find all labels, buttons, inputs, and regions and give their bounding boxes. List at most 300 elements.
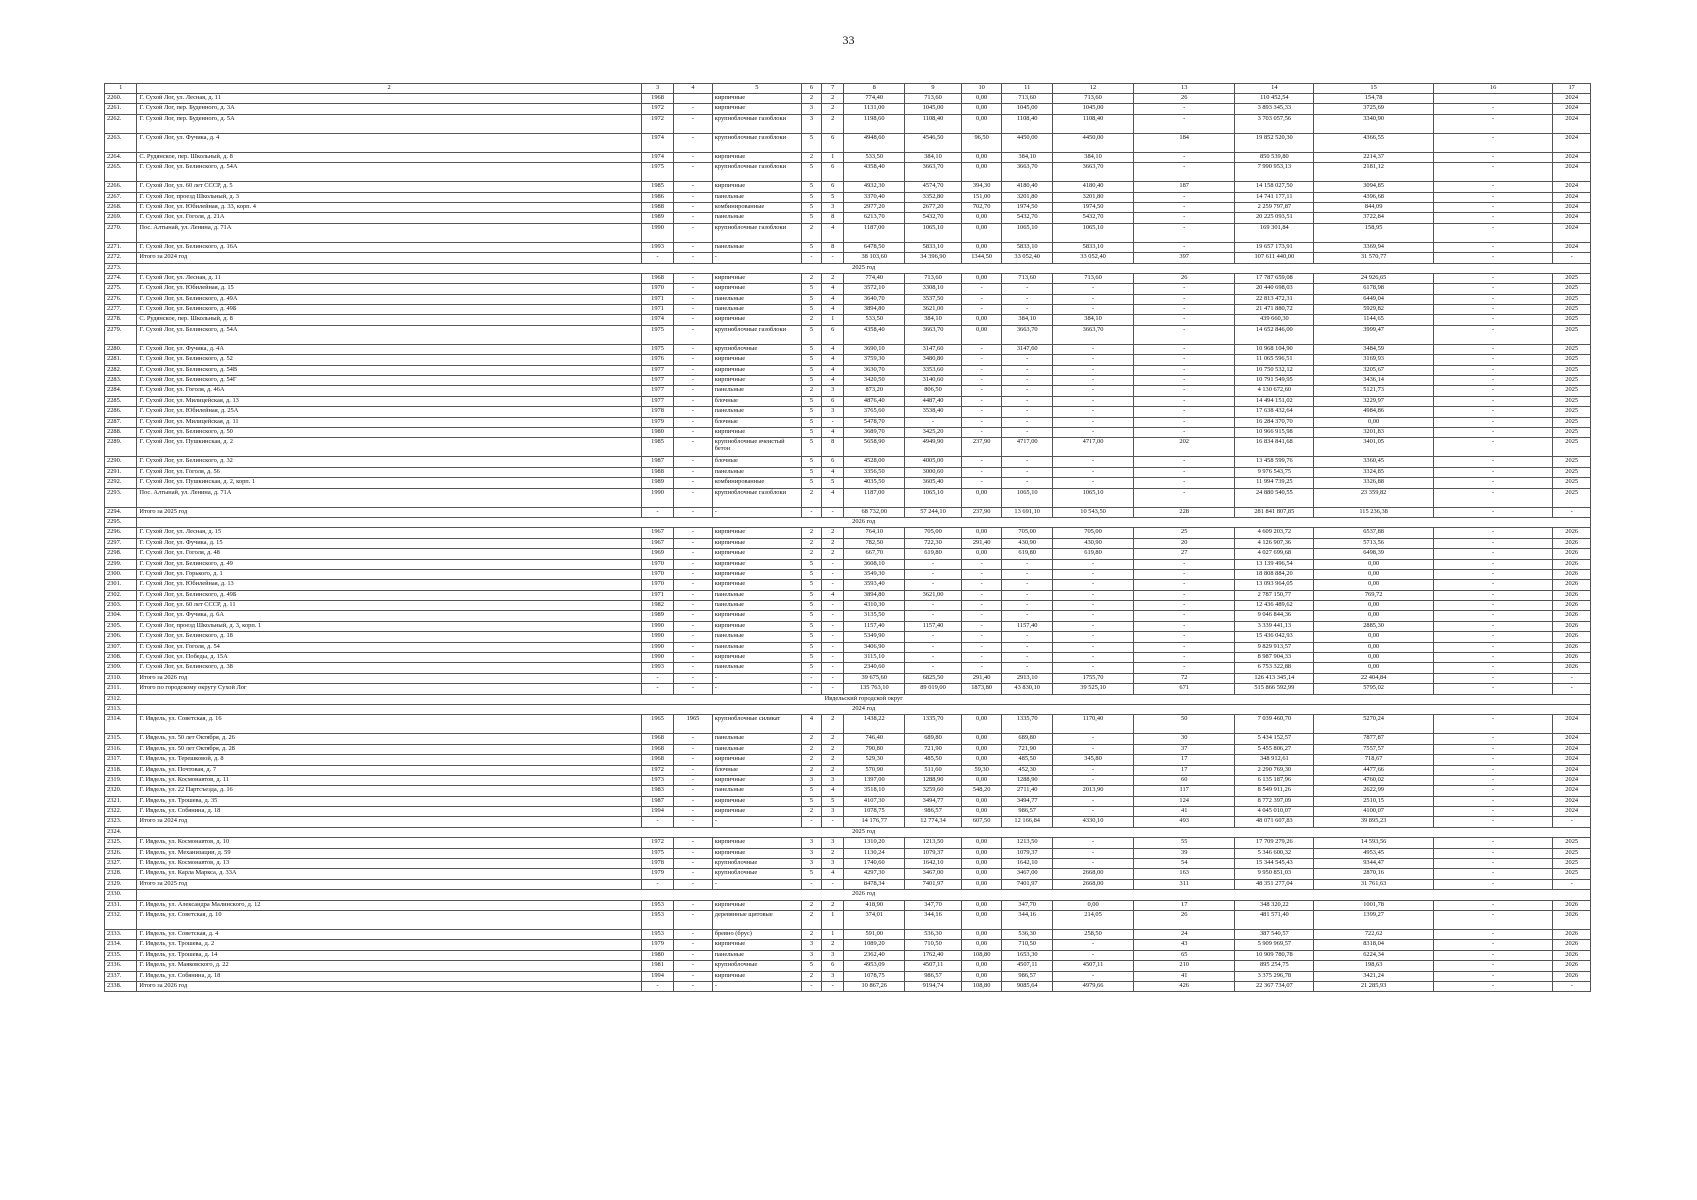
table-cell: 2025 — [1553, 869, 1591, 879]
table-cell: - — [1002, 407, 1053, 417]
table-cell: 5478,70 — [844, 417, 905, 427]
table-cell: - — [674, 386, 712, 396]
table-cell: 27 — [1134, 549, 1235, 559]
table-cell: 2 — [801, 971, 821, 981]
table-cell: 2025 — [1553, 315, 1591, 325]
table-cell: 2711,40 — [1002, 786, 1053, 796]
table-row — [105, 325, 1591, 344]
table-cell: 117 — [1134, 786, 1235, 796]
table-cell: 3401,05 — [1314, 438, 1434, 457]
table-cell: - — [1134, 653, 1235, 663]
address-cell: Г. Сухой Лог, ул. Белинского, д. 54Г — [137, 376, 641, 386]
table-cell: 20 225 093,51 — [1235, 213, 1314, 223]
table-cell: 713,60 — [1002, 273, 1053, 283]
address-cell: Г. Ивдель, ул. Советская, д. 10 — [137, 911, 641, 930]
table-cell: 5 — [801, 344, 821, 354]
address-cell: Г. Сухой Лог, ул. Белинского, д. 50 — [137, 427, 641, 437]
table-cell: 1974 — [641, 315, 673, 325]
table-cell: 0,00 — [961, 755, 1002, 765]
table-cell: - — [905, 663, 962, 673]
address-cell: Г. Сухой Лог, ул. Белинского, д. 54В — [137, 365, 641, 375]
table-cell: 570,90 — [844, 765, 905, 775]
table-cell: - — [1002, 294, 1053, 304]
address-cell: Пос. Алтынай, ул. Ленина, д. 71А — [137, 223, 641, 242]
table-cell: 1994 — [641, 971, 673, 981]
table-cell: - — [712, 981, 801, 991]
table-cell: 3 — [822, 386, 844, 396]
table-cell: - — [822, 632, 844, 642]
table-cell: 25 — [1134, 528, 1235, 538]
table-cell: - — [674, 950, 712, 960]
table-cell: 5270,24 — [1314, 715, 1434, 734]
table-cell: - — [1134, 242, 1235, 252]
table-cell: 237,90 — [961, 438, 1002, 457]
table-cell: 3722,84 — [1314, 213, 1434, 223]
address-cell: Итого за 2026 год — [137, 673, 641, 683]
address-cell: Г. Сухой Лог, ул. Белинского, д. 38 — [137, 663, 641, 673]
table-row — [105, 755, 1591, 765]
table-cell: 0,00 — [961, 940, 1002, 950]
table-cell: 1642,10 — [905, 859, 962, 869]
table-cell: 3 — [822, 407, 844, 417]
address-cell: Г. Ивдель, ул. Космонавтов, д. 10 — [137, 838, 641, 848]
table-cell: - — [1433, 775, 1553, 785]
table-cell: 3 — [801, 104, 821, 114]
table-cell: 14 176,77 — [844, 817, 905, 827]
table-cell: 4180,40 — [1002, 182, 1053, 192]
table-cell: 3663,70 — [905, 325, 962, 344]
table-cell: 548,20 — [961, 786, 1002, 796]
table-cell: - — [1053, 859, 1134, 869]
table-cell: панельные — [712, 192, 801, 202]
table-cell: 291,40 — [961, 538, 1002, 548]
table-row — [105, 765, 1591, 775]
table-cell: 14 158 027,50 — [1235, 182, 1314, 192]
table-cell: 5 — [801, 355, 821, 365]
table-cell: 3480,80 — [905, 355, 962, 365]
table-cell: 689,80 — [905, 734, 962, 744]
header-cell: 3 — [641, 84, 673, 94]
table-cell: - — [1134, 344, 1235, 354]
table-cell: 3259,60 — [905, 786, 962, 796]
table-cell: 2 — [822, 273, 844, 283]
table-cell: - — [1433, 621, 1553, 631]
table-cell: 7877,87 — [1314, 734, 1434, 744]
address-cell: Г. Ивдель, ул. Маяковского, д. 22 — [137, 961, 641, 971]
row-number: 2303. — [105, 601, 137, 611]
table-cell: 1642,10 — [1002, 859, 1053, 869]
table-row — [105, 213, 1591, 223]
table-cell: - — [961, 386, 1002, 396]
table-cell: - — [1053, 376, 1134, 386]
table-cell: 2025 — [1553, 376, 1591, 386]
table-cell: - — [674, 202, 712, 212]
table-cell: 6 753 322,88 — [1235, 663, 1314, 673]
table-cell: - — [1433, 755, 1553, 765]
table-cell: - — [1002, 467, 1053, 477]
table-row — [105, 305, 1591, 315]
table-cell: крупноблочные силикат — [712, 715, 801, 734]
table-cell: - — [1053, 417, 1134, 427]
table-cell: 2024 — [1553, 104, 1591, 114]
table-cell: 5 — [801, 305, 821, 315]
table-cell: 72 — [1134, 673, 1235, 683]
address-cell: Г. Ивдель, ул. 50 лет Октября, д. 26 — [137, 734, 641, 744]
table-cell: 1953 — [641, 900, 673, 910]
table-cell: панельные — [712, 386, 801, 396]
table-cell: 5 — [801, 133, 821, 152]
table-cell: 3340,90 — [1314, 114, 1434, 133]
address-cell: Г. Сухой Лог, ул. Фучика, д. 4А — [137, 344, 641, 354]
section-row — [105, 704, 1591, 714]
address-cell: Г. Сухой Лог, ул. Гоголя, д. 54 — [137, 642, 641, 652]
table-row — [105, 457, 1591, 467]
table-cell: 1079,37 — [1002, 848, 1053, 858]
table-cell: 1288,90 — [905, 775, 962, 785]
table-cell: - — [905, 653, 962, 663]
table-cell: 5 — [801, 163, 821, 182]
table-cell: - — [822, 684, 844, 694]
table-cell: 348 320,22 — [1235, 900, 1314, 910]
table-cell: кирпичные — [712, 152, 801, 162]
table-cell: 3549,30 — [844, 569, 905, 579]
table-cell: 4 — [822, 344, 844, 354]
table-cell: 158,95 — [1314, 223, 1434, 242]
table-row — [105, 365, 1591, 375]
table-cell: крупноблочные ячеистый бетон — [712, 438, 801, 457]
table-cell: 1975 — [641, 344, 673, 354]
address-cell: Итого за 2026 год — [137, 981, 641, 991]
table-cell: 4876,40 — [844, 396, 905, 406]
table-cell: 3518,10 — [844, 786, 905, 796]
table-cell: панельные — [712, 590, 801, 600]
table-cell: - — [905, 559, 962, 569]
table-cell: 5 — [801, 365, 821, 375]
table-cell: 2 — [801, 152, 821, 162]
row-number: 2290. — [105, 457, 137, 467]
table-cell: 0,00 — [1314, 642, 1434, 652]
row-number: 2316. — [105, 744, 137, 754]
table-cell: 2026 — [1553, 930, 1591, 940]
table-cell: 15 436 042,93 — [1235, 632, 1314, 642]
table-cell: 6 — [822, 133, 844, 152]
table-cell: 4 — [801, 715, 821, 734]
table-cell: - — [674, 528, 712, 538]
table-cell: 3326,88 — [1314, 478, 1434, 488]
table-cell: 710,50 — [905, 940, 962, 950]
table-cell: 6178,98 — [1314, 284, 1434, 294]
table-cell: - — [1433, 590, 1553, 600]
table-cell: - — [674, 376, 712, 386]
table-cell: 2025 — [1553, 344, 1591, 354]
table-cell: 2 290 769,30 — [1235, 765, 1314, 775]
table-cell: 0,00 — [961, 528, 1002, 538]
table-cell: кирпичные — [712, 559, 801, 569]
table-cell: - — [1433, 786, 1553, 796]
table-cell: 4760,02 — [1314, 775, 1434, 785]
table-cell: - — [801, 817, 821, 827]
table-cell: 2913,10 — [1002, 673, 1053, 683]
table-cell: - — [961, 457, 1002, 467]
row-number: 2291. — [105, 467, 137, 477]
table-cell: 536,30 — [905, 930, 962, 940]
table-cell: - — [1053, 971, 1134, 981]
table-cell: 214,05 — [1053, 911, 1134, 930]
address-cell: Г. Сухой Лог, ул. Фучика, д. 4 — [137, 133, 641, 152]
table-cell: - — [822, 417, 844, 427]
address-cell: Г. Ивдель, ул. 22 Партсъезда, д. 16 — [137, 786, 641, 796]
table-cell: 3205,67 — [1314, 365, 1434, 375]
table-cell: 2025 — [1553, 838, 1591, 848]
table-cell: 8478,34 — [844, 879, 905, 889]
table-cell: 17 — [1134, 755, 1235, 765]
table-cell: кирпичные — [712, 549, 801, 559]
table-row — [105, 632, 1591, 642]
table-cell: 3663,70 — [1053, 163, 1134, 182]
table-cell: 387 540,57 — [1235, 930, 1314, 940]
table-cell: 14 593,56 — [1314, 838, 1434, 848]
table-cell: 3663,70 — [1053, 325, 1134, 344]
table-cell: блочные — [712, 417, 801, 427]
table-cell: 3593,40 — [844, 580, 905, 590]
table-cell: панельные — [712, 642, 801, 652]
table-row — [105, 621, 1591, 631]
table-cell: 5 — [801, 621, 821, 631]
table-cell: - — [1053, 386, 1134, 396]
table-cell: 5 — [801, 376, 821, 386]
address-cell: Г. Сухой Лог, ул. Победы, д. 15А — [137, 653, 641, 663]
table-cell: 8 549 911,26 — [1235, 786, 1314, 796]
table-cell: 7 039 460,70 — [1235, 715, 1314, 734]
table-cell: 1108,40 — [1002, 114, 1053, 133]
address-cell: Г. Ивдель, ул. Терешковой, д. 8 — [137, 755, 641, 765]
table-cell: панельные — [712, 294, 801, 304]
table-cell: - — [641, 253, 673, 263]
table-cell: 5713,56 — [1314, 538, 1434, 548]
row-number: 2260. — [105, 94, 137, 104]
table-cell: 746,40 — [844, 734, 905, 744]
table-cell: кирпичные — [712, 94, 801, 104]
table-cell: 1972 — [641, 765, 673, 775]
table-row — [105, 467, 1591, 477]
table-cell: 5833,10 — [1002, 242, 1053, 252]
table-cell: 2026 — [1553, 911, 1591, 930]
table-cell: 4450,00 — [1053, 133, 1134, 152]
table-cell: - — [674, 580, 712, 590]
table-cell: кирпичные — [712, 796, 801, 806]
table-cell: панельные — [712, 601, 801, 611]
table-cell: крупноблочные — [712, 869, 801, 879]
table-cell: 1979 — [641, 417, 673, 427]
table-cell: - — [1433, 538, 1553, 548]
table-row — [105, 911, 1591, 930]
table-cell: 0,00 — [961, 488, 1002, 507]
table-cell: - — [1002, 663, 1053, 673]
table-cell: 1977 — [641, 376, 673, 386]
table-cell: 3229,97 — [1314, 396, 1434, 406]
table-cell: 2 — [801, 94, 821, 104]
table-cell: 2025 — [1553, 457, 1591, 467]
table-cell: 12 166,84 — [1002, 817, 1053, 827]
section-row — [105, 263, 1591, 273]
table-cell: 5929,82 — [1314, 305, 1434, 315]
table-cell: 4035,50 — [844, 478, 905, 488]
table-cell: - — [1553, 673, 1591, 683]
table-cell: - — [1433, 192, 1553, 202]
table-cell: - — [674, 663, 712, 673]
table-cell: 41 — [1134, 807, 1235, 817]
table-cell: - — [1053, 611, 1134, 621]
table-cell: 1994 — [641, 807, 673, 817]
table-cell: 1065,10 — [1053, 223, 1134, 242]
table-cell: 3353,60 — [905, 365, 962, 375]
table-cell: 3467,00 — [1002, 869, 1053, 879]
table-cell: 3 — [801, 940, 821, 950]
table-cell: - — [674, 838, 712, 848]
table-cell: - — [1433, 744, 1553, 754]
table-cell: - — [674, 133, 712, 152]
table-row — [105, 488, 1591, 507]
table-cell: кирпичные — [712, 569, 801, 579]
table-cell: - — [1134, 104, 1235, 114]
address-cell: Г. Сухой Лог, пер. Буденного, д. 3А — [137, 104, 641, 114]
table-cell: 2024 — [1553, 755, 1591, 765]
table-cell: 5 — [801, 663, 821, 673]
table-cell: - — [1433, 653, 1553, 663]
table-cell: - — [1433, 569, 1553, 579]
row-number: 2295. — [105, 517, 137, 527]
table-cell: - — [674, 192, 712, 202]
table-cell: 4450,00 — [1002, 133, 1053, 152]
table-cell: 9 950 851,03 — [1235, 869, 1314, 879]
table-cell: - — [1134, 386, 1235, 396]
table-cell: 22 367 734,07 — [1235, 981, 1314, 991]
table-cell: 5 — [801, 478, 821, 488]
table-cell: 1967 — [641, 528, 673, 538]
address-cell: Г. Ивдель, ул. Космонавтов, д. 11 — [137, 775, 641, 785]
row-number: 2330. — [105, 890, 137, 900]
table-cell: - — [1433, 163, 1553, 182]
table-cell: 3484,59 — [1314, 344, 1434, 354]
table-cell: 0,00 — [961, 213, 1002, 223]
table-cell: - — [674, 396, 712, 406]
table-row — [105, 242, 1591, 252]
header-cell: 17 — [1553, 84, 1591, 94]
table-cell: 163 — [1134, 869, 1235, 879]
table-cell: 2024 — [1553, 223, 1591, 242]
table-cell: 344,16 — [905, 911, 962, 930]
table-row — [105, 775, 1591, 785]
table-cell: - — [1433, 152, 1553, 162]
table-cell: - — [961, 344, 1002, 354]
table-cell: 4507,11 — [1002, 961, 1053, 971]
table-cell: 481 571,40 — [1235, 911, 1314, 930]
table-cell: бревно (брус) — [712, 930, 801, 940]
table-cell: 3 — [822, 807, 844, 817]
table-cell: 4 — [822, 294, 844, 304]
section-title: 2025 год — [137, 263, 1591, 273]
table-cell: - — [674, 417, 712, 427]
table-cell: 4107,30 — [844, 796, 905, 806]
table-cell: 3324,85 — [1314, 467, 1434, 477]
table-cell: 6498,39 — [1314, 549, 1434, 559]
row-number: 2279. — [105, 325, 137, 344]
table-cell: - — [1433, 663, 1553, 673]
table-cell: 2025 — [1553, 407, 1591, 417]
table-cell: 2510,15 — [1314, 796, 1434, 806]
table-cell: 2026 — [1553, 538, 1591, 548]
table-cell: 1065,10 — [1002, 488, 1053, 507]
table-cell: 1972 — [641, 104, 673, 114]
table-cell: - — [674, 182, 712, 192]
table-cell: 9 976 543,75 — [1235, 467, 1314, 477]
table-cell: - — [712, 879, 801, 889]
table-cell: 1045,00 — [1002, 104, 1053, 114]
table-cell: 0,00 — [961, 796, 1002, 806]
table-cell: - — [674, 817, 712, 827]
table-cell: - — [961, 653, 1002, 663]
table-cell: деревянные щитовые — [712, 911, 801, 930]
table-row — [105, 294, 1591, 304]
table-cell: крупноблочные — [712, 344, 801, 354]
table-cell: 4 — [822, 786, 844, 796]
table-cell: 1979 — [641, 869, 673, 879]
section-row — [105, 694, 1591, 704]
table-cell: - — [674, 621, 712, 631]
table-cell: 1755,70 — [1053, 673, 1134, 683]
table-cell: 1983 — [641, 786, 673, 796]
table-cell: 202 — [1134, 438, 1235, 457]
table-cell: 1977 — [641, 396, 673, 406]
row-number: 2327. — [105, 859, 137, 869]
table-cell: 2 — [822, 765, 844, 775]
table-cell: 2 — [801, 755, 821, 765]
table-cell: 7401,97 — [905, 879, 962, 889]
table-cell: - — [1053, 848, 1134, 858]
table-cell: 1970 — [641, 559, 673, 569]
table-cell: 13 458 599,76 — [1235, 457, 1314, 467]
row-number: 2269. — [105, 213, 137, 223]
table-cell: 710,50 — [1002, 940, 1053, 950]
table-cell: 8 — [822, 438, 844, 457]
table-cell: 3147,60 — [1002, 344, 1053, 354]
row-number: 2332. — [105, 911, 137, 930]
row-number: 2276. — [105, 294, 137, 304]
table-cell: 713,60 — [905, 94, 962, 104]
table-cell: 3 339 441,13 — [1235, 621, 1314, 631]
table-cell: 5 — [801, 569, 821, 579]
table-cell: 9344,47 — [1314, 859, 1434, 869]
table-cell: 1 — [822, 911, 844, 930]
table-cell: - — [1553, 507, 1591, 517]
table-cell: 5121,73 — [1314, 386, 1434, 396]
table-cell: 3370,40 — [844, 192, 905, 202]
address-cell: Г. Сухой Лог, ул. Юбилейная, д. 13 — [137, 580, 641, 590]
table-cell: 8 772 397,09 — [1235, 796, 1314, 806]
table-row — [105, 438, 1591, 457]
table-cell: - — [641, 817, 673, 827]
table-cell: 1971 — [641, 590, 673, 600]
table-cell: 2 — [801, 734, 821, 744]
address-cell: Г. Сухой Лог, ул. Белинского, д. 49Б — [137, 590, 641, 600]
table-cell: 0,00 — [961, 94, 1002, 104]
address-cell: Г. Ивдель, ул. Карла Маркса, д. 33А — [137, 869, 641, 879]
table-cell: - — [1433, 528, 1553, 538]
table-cell: 4 — [822, 284, 844, 294]
table-cell: - — [1053, 838, 1134, 848]
table-cell: 10 966 915,98 — [1235, 427, 1314, 437]
table-cell: - — [822, 673, 844, 683]
